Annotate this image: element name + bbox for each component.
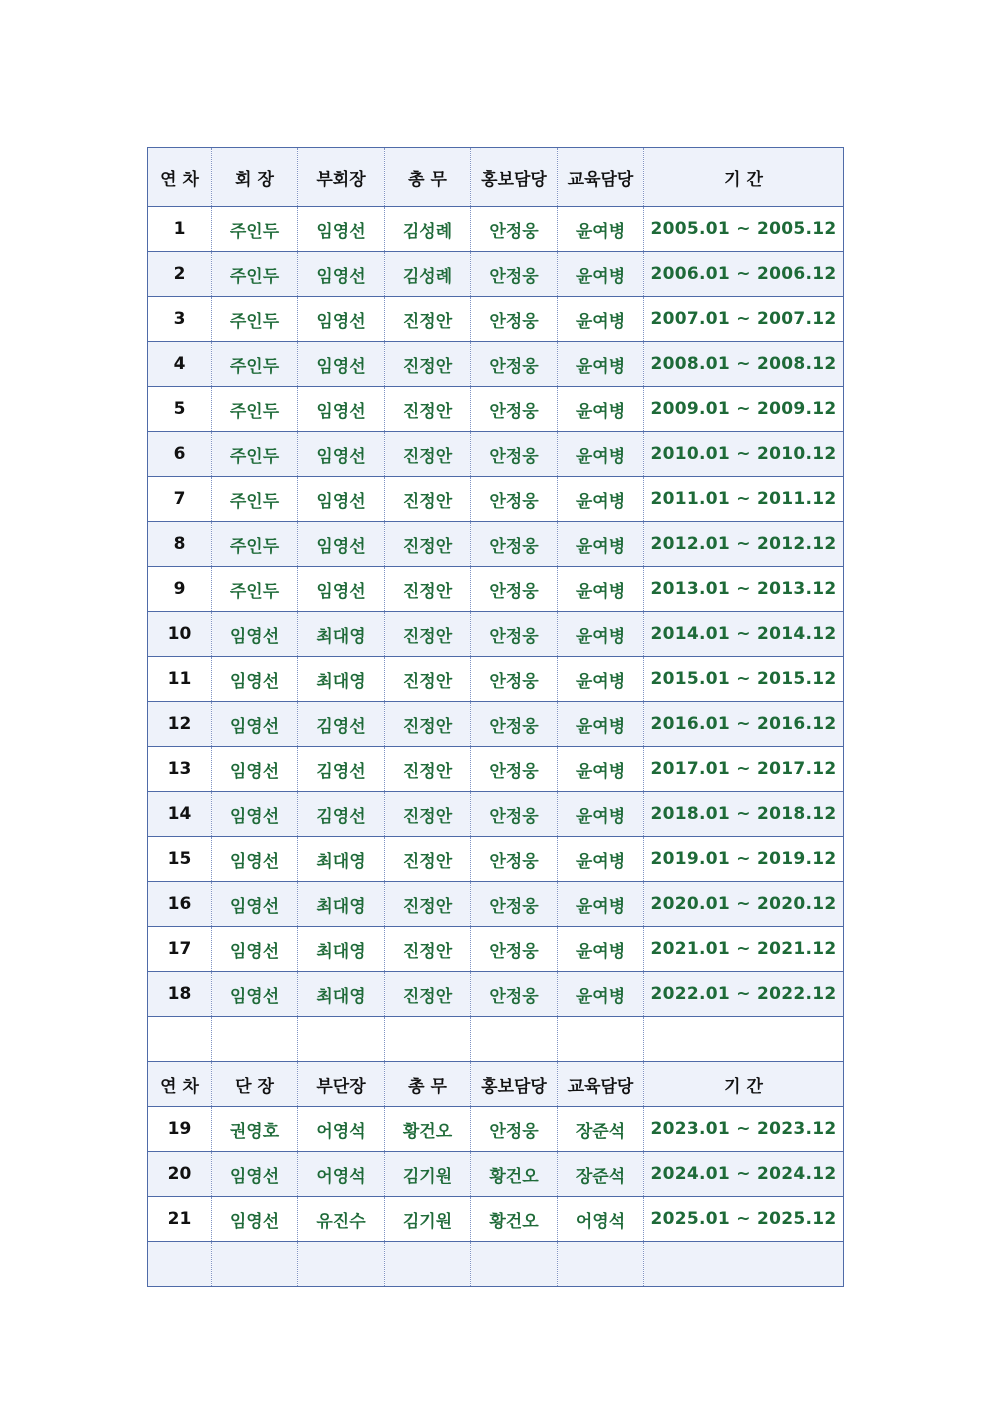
cell-term: 21: [148, 1197, 212, 1242]
cell-pr-manager: 안정웅: [471, 297, 558, 342]
cell-general-affairs: 진정안: [385, 522, 471, 567]
cell-term: 11: [148, 657, 212, 702]
cell-education-manager: 윤여병: [558, 927, 644, 972]
officer-history-table: [147, 147, 844, 1287]
cell-vice-president: 임영선: [298, 477, 385, 522]
cell-vice-president: 최대영: [298, 837, 385, 882]
table-row: [148, 747, 844, 792]
cell-president: 주인두: [212, 567, 298, 612]
cell-president: 주인두: [212, 252, 298, 297]
cell-education-manager: 윤여병: [558, 207, 644, 252]
header-education-manager: 교육담당: [558, 1062, 644, 1107]
cell-pr-manager: 안정웅: [471, 252, 558, 297]
cell-general-affairs: 김기원: [385, 1152, 471, 1197]
cell-pr-manager: 안정웅: [471, 522, 558, 567]
cell-period: 2015.01 ~ 2015.12: [644, 657, 844, 702]
cell-period: 2021.01 ~ 2021.12: [644, 927, 844, 972]
cell-term: 16: [148, 882, 212, 927]
cell-pr-manager: 안정웅: [471, 657, 558, 702]
table-row: [148, 792, 844, 837]
cell-president: 임영선: [212, 927, 298, 972]
cell-education-manager: 윤여병: [558, 702, 644, 747]
table-row: [148, 477, 844, 522]
table-row: [148, 567, 844, 612]
cell-education-manager: 윤여병: [558, 882, 644, 927]
cell-vice-president: 임영선: [298, 567, 385, 612]
cell-pr-manager: 안정웅: [471, 342, 558, 387]
cell-general-affairs: 진정안: [385, 342, 471, 387]
cell-education-manager: 윤여병: [558, 342, 644, 387]
cell-term: 15: [148, 837, 212, 882]
header-term: 연 차: [148, 1062, 212, 1107]
cell-term: 13: [148, 747, 212, 792]
cell-term: 7: [148, 477, 212, 522]
blank-cell: [644, 1242, 844, 1287]
cell-general-affairs: 김성례: [385, 207, 471, 252]
cell-president: 주인두: [212, 297, 298, 342]
cell-vice-president: 임영선: [298, 342, 385, 387]
cell-education-manager: 어영석: [558, 1197, 644, 1242]
table-row: [148, 387, 844, 432]
cell-vice-president: 최대영: [298, 882, 385, 927]
cell-general-affairs: 김기원: [385, 1197, 471, 1242]
blank-cell: [471, 1242, 558, 1287]
cell-period: 2013.01 ~ 2013.12: [644, 567, 844, 612]
cell-vice-president: 임영선: [298, 297, 385, 342]
cell-general-affairs: 진정안: [385, 837, 471, 882]
cell-vice-leader: 어영석: [298, 1152, 385, 1197]
cell-term: 4: [148, 342, 212, 387]
cell-term: 17: [148, 927, 212, 972]
header-general-affairs: 총 무: [385, 148, 471, 207]
cell-period: 2025.01 ~ 2025.12: [644, 1197, 844, 1242]
cell-general-affairs: 진정안: [385, 972, 471, 1017]
cell-term: 3: [148, 297, 212, 342]
table-row: [148, 1152, 844, 1197]
table-row: [148, 612, 844, 657]
header-period: 기 간: [644, 1062, 844, 1107]
cell-pr-manager: 안정웅: [471, 837, 558, 882]
header-education-manager: 교육담당: [558, 148, 644, 207]
cell-period: 2012.01 ~ 2012.12: [644, 522, 844, 567]
cell-pr-manager: 안정웅: [471, 972, 558, 1017]
cell-leader: 권영호: [212, 1107, 298, 1152]
cell-pr-manager: 안정웅: [471, 612, 558, 657]
cell-president: 임영선: [212, 972, 298, 1017]
cell-term: 5: [148, 387, 212, 432]
cell-period: 2018.01 ~ 2018.12: [644, 792, 844, 837]
cell-vice-president: 임영선: [298, 252, 385, 297]
cell-period: 2024.01 ~ 2024.12: [644, 1152, 844, 1197]
header-term: 연 차: [148, 148, 212, 207]
cell-pr-manager: 안정웅: [471, 792, 558, 837]
blank-cell: [644, 1017, 844, 1062]
cell-education-manager: 윤여병: [558, 432, 644, 477]
cell-pr-manager: 안정웅: [471, 207, 558, 252]
table-row: [148, 252, 844, 297]
blank-cell: [385, 1242, 471, 1287]
header-period: 기 간: [644, 148, 844, 207]
cell-president: 임영선: [212, 657, 298, 702]
cell-pr-manager: 안정웅: [471, 882, 558, 927]
cell-general-affairs: 진정안: [385, 567, 471, 612]
header-president: 회 장: [212, 148, 298, 207]
cell-pr-manager: 안정웅: [471, 747, 558, 792]
blank-cell: [212, 1017, 298, 1062]
blank-cell: [148, 1242, 212, 1287]
cell-pr-manager: 안정웅: [471, 567, 558, 612]
cell-president: 주인두: [212, 432, 298, 477]
cell-general-affairs: 진정안: [385, 612, 471, 657]
cell-vice-leader: 유진수: [298, 1197, 385, 1242]
blank-row: [148, 1017, 844, 1062]
cell-term: 9: [148, 567, 212, 612]
cell-president: 주인두: [212, 387, 298, 432]
cell-general-affairs: 김성례: [385, 252, 471, 297]
table-row: [148, 972, 844, 1017]
cell-term: 8: [148, 522, 212, 567]
cell-education-manager: 윤여병: [558, 522, 644, 567]
cell-general-affairs: 진정안: [385, 657, 471, 702]
cell-general-affairs: 진정안: [385, 882, 471, 927]
cell-pr-manager: 안정웅: [471, 927, 558, 972]
cell-education-manager: 윤여병: [558, 477, 644, 522]
cell-vice-president: 최대영: [298, 657, 385, 702]
table-row: [148, 1107, 844, 1152]
cell-education-manager: 윤여병: [558, 387, 644, 432]
cell-general-affairs: 진정안: [385, 927, 471, 972]
table-row: [148, 342, 844, 387]
cell-education-manager: 윤여병: [558, 297, 644, 342]
cell-term: 14: [148, 792, 212, 837]
cell-president: 임영선: [212, 747, 298, 792]
cell-period: 2019.01 ~ 2019.12: [644, 837, 844, 882]
table-row: [148, 1197, 844, 1242]
cell-general-affairs: 황건오: [385, 1107, 471, 1152]
cell-period: 2007.01 ~ 2007.12: [644, 297, 844, 342]
blank-cell: [558, 1242, 644, 1287]
cell-period: 2014.01 ~ 2014.12: [644, 612, 844, 657]
cell-president: 임영선: [212, 792, 298, 837]
cell-general-affairs: 진정안: [385, 297, 471, 342]
cell-term: 12: [148, 702, 212, 747]
blank-cell: [212, 1242, 298, 1287]
blank-cell: [471, 1017, 558, 1062]
cell-period: 2017.01 ~ 2017.12: [644, 747, 844, 792]
table-row: [148, 432, 844, 477]
table-row: [148, 837, 844, 882]
cell-period: 2020.01 ~ 2020.12: [644, 882, 844, 927]
cell-vice-president: 김영선: [298, 702, 385, 747]
cell-education-manager: 윤여병: [558, 567, 644, 612]
cell-general-affairs: 진정안: [385, 432, 471, 477]
cell-president: 주인두: [212, 477, 298, 522]
header-vice-leader: 부단장: [298, 1062, 385, 1107]
officer-history-sheet: [147, 147, 843, 1287]
cell-vice-president: 최대영: [298, 927, 385, 972]
cell-pr-manager: 안정웅: [471, 432, 558, 477]
blank-cell: [298, 1242, 385, 1287]
cell-education-manager: 윤여병: [558, 657, 644, 702]
cell-period: 2010.01 ~ 2010.12: [644, 432, 844, 477]
cell-period: 2023.01 ~ 2023.12: [644, 1107, 844, 1152]
cell-term: 2: [148, 252, 212, 297]
blank-cell: [298, 1017, 385, 1062]
header-row-second: [148, 1062, 844, 1107]
cell-general-affairs: 진정안: [385, 387, 471, 432]
cell-general-affairs: 진정안: [385, 477, 471, 522]
cell-president: 주인두: [212, 522, 298, 567]
cell-term: 20: [148, 1152, 212, 1197]
cell-pr-manager: 안정웅: [471, 387, 558, 432]
table-row: [148, 927, 844, 972]
cell-period: 2008.01 ~ 2008.12: [644, 342, 844, 387]
cell-pr-manager: 안정웅: [471, 1107, 558, 1152]
table-body: [148, 148, 844, 1287]
cell-term: 1: [148, 207, 212, 252]
cell-education-manager: 윤여병: [558, 837, 644, 882]
cell-period: 2006.01 ~ 2006.12: [644, 252, 844, 297]
cell-education-manager: 장준석: [558, 1152, 644, 1197]
blank-cell: [558, 1017, 644, 1062]
table-row: [148, 882, 844, 927]
header-general-affairs: 총 무: [385, 1062, 471, 1107]
cell-president: 주인두: [212, 342, 298, 387]
cell-pr-manager: 황건오: [471, 1152, 558, 1197]
cell-leader: 임영선: [212, 1152, 298, 1197]
cell-term: 10: [148, 612, 212, 657]
table-row: [148, 657, 844, 702]
cell-leader: 임영선: [212, 1197, 298, 1242]
header-pr-manager: 홍보담당: [471, 1062, 558, 1107]
cell-vice-president: 임영선: [298, 522, 385, 567]
cell-vice-president: 임영선: [298, 207, 385, 252]
table-row: [148, 207, 844, 252]
cell-education-manager: 윤여병: [558, 792, 644, 837]
cell-term: 6: [148, 432, 212, 477]
table-row: [148, 522, 844, 567]
cell-vice-president: 최대영: [298, 612, 385, 657]
cell-period: 2009.01 ~ 2009.12: [644, 387, 844, 432]
cell-general-affairs: 진정안: [385, 792, 471, 837]
cell-president: 임영선: [212, 837, 298, 882]
cell-term: 19: [148, 1107, 212, 1152]
cell-pr-manager: 안정웅: [471, 702, 558, 747]
cell-vice-leader: 어영석: [298, 1107, 385, 1152]
cell-period: 2011.01 ~ 2011.12: [644, 477, 844, 522]
header-vice-president: 부회장: [298, 148, 385, 207]
cell-education-manager: 윤여병: [558, 252, 644, 297]
cell-period: 2005.01 ~ 2005.12: [644, 207, 844, 252]
cell-vice-president: 임영선: [298, 387, 385, 432]
cell-president: 임영선: [212, 612, 298, 657]
cell-general-affairs: 진정안: [385, 747, 471, 792]
cell-education-manager: 장준석: [558, 1107, 644, 1152]
cell-period: 2016.01 ~ 2016.12: [644, 702, 844, 747]
cell-education-manager: 윤여병: [558, 972, 644, 1017]
cell-period: 2022.01 ~ 2022.12: [644, 972, 844, 1017]
cell-vice-president: 최대영: [298, 972, 385, 1017]
table-row: [148, 702, 844, 747]
header-leader: 단 장: [212, 1062, 298, 1107]
header-pr-manager: 홍보담당: [471, 148, 558, 207]
cell-education-manager: 윤여병: [558, 612, 644, 657]
blank-cell: [148, 1017, 212, 1062]
cell-term: 18: [148, 972, 212, 1017]
cell-vice-president: 김영선: [298, 792, 385, 837]
cell-general-affairs: 진정안: [385, 702, 471, 747]
cell-pr-manager: 안정웅: [471, 477, 558, 522]
cell-education-manager: 윤여병: [558, 747, 644, 792]
cell-vice-president: 김영선: [298, 747, 385, 792]
cell-president: 임영선: [212, 882, 298, 927]
blank-row: [148, 1242, 844, 1287]
cell-president: 주인두: [212, 207, 298, 252]
cell-president: 임영선: [212, 702, 298, 747]
cell-pr-manager: 황건오: [471, 1197, 558, 1242]
cell-vice-president: 임영선: [298, 432, 385, 477]
header-row: [148, 148, 844, 207]
table-row: [148, 297, 844, 342]
blank-cell: [385, 1017, 471, 1062]
